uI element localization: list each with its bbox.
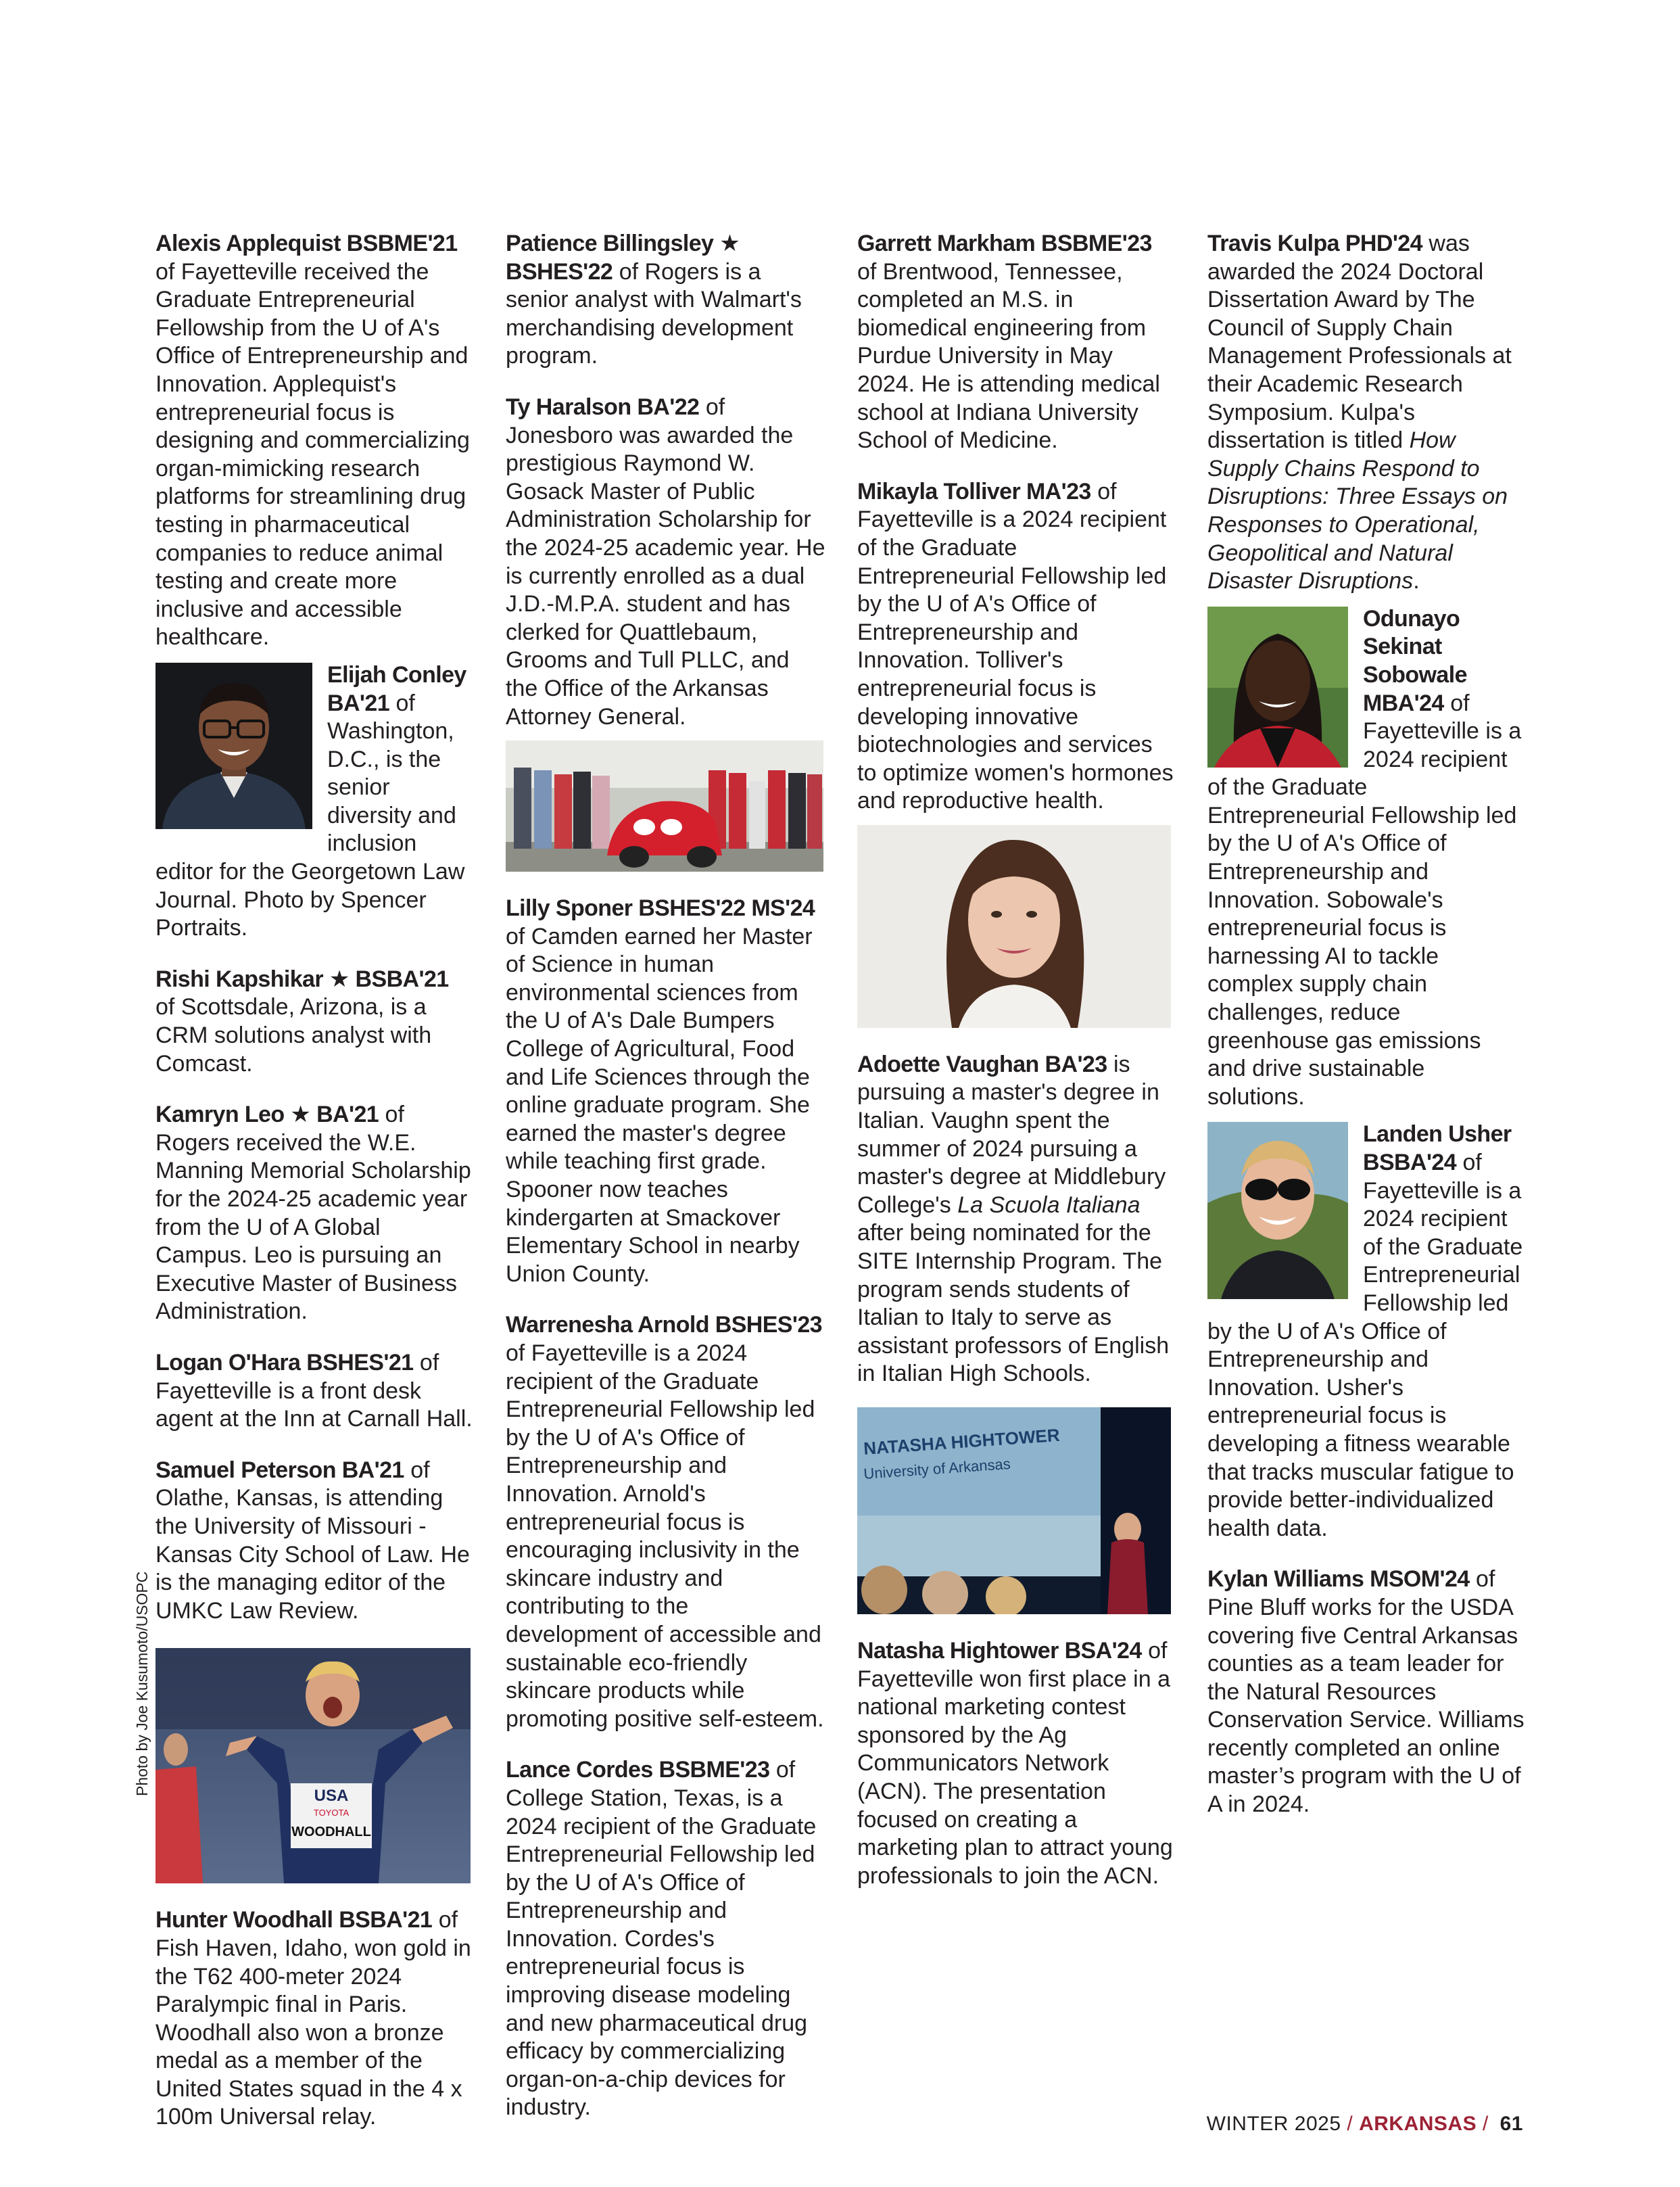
note-text-continued: after being nominated for the SITE Internship Program. The program sends students of Italian to Italy to serve as assistant professors of English in Italian High Schools.: [857, 1220, 1170, 1387]
note-sobowale: [1207, 605, 1525, 1112]
note-name: Lance Cordes BSBME'23: [506, 1757, 770, 1783]
note-name: Kylan Williams MSOM'24: [1207, 1566, 1470, 1593]
issue-season: WINTER 2025: [1206, 2113, 1341, 2135]
note-haralson: [506, 394, 826, 731]
note-usher: [1207, 1121, 1525, 1543]
note-name: Alexis Applequist BSBME'21: [155, 231, 458, 256]
note-text: of Scottsdale, Arizona, is a CRM solutions analyst with Comcast.: [155, 994, 432, 1077]
note-billingsley: [506, 230, 826, 371]
note-williams: [1207, 1566, 1525, 1818]
folio-separator: /: [1482, 2113, 1489, 2135]
note-text: of Fayetteville won first place in a national marketing contest sponsored by the Ag Communicators Network (ACN). The presentation focused on creating a marketing plan to attract young professionals to join the ACN.: [857, 1638, 1173, 1889]
note-text: was awarded the 2024 Doctoral Dissertation Award by The Council of Supply Chain Management Professionals at their Academic Research Symposium. Kulpa's dissertation is titled: [1207, 231, 1512, 454]
portrait-odunayo-sobowale: [1207, 607, 1348, 768]
note-text: of Brentwood, Tennessee, completed an M.S. in biomedical engineering from Purdue University in May 2024. He is attending medical school at Indiana University School of Medicine.: [857, 258, 1160, 454]
note-text: of Fayetteville is a 2024 recipient of the Graduate Entrepreneurial Fellowship led by the U of A's Office of Entrepreneurship and Innovation. Tolliver's entrepreneurial focus is developing innovative biotechnologies and services to optimize women's hormones and reproductive health.: [857, 478, 1174, 814]
bib-sponsor: TOYOTA: [313, 1808, 350, 1818]
screen-subtitle: University of Arkansas: [863, 1455, 1011, 1482]
program-title: La Scuola Italiana: [957, 1192, 1141, 1218]
note-hightower: [857, 1637, 1175, 1890]
note-cordes: [506, 1756, 826, 2122]
note-text: of Jonesboro was awarded the prestigious Raymond W. Gosack Master of Public Administration Scholarship for the 2024-25 academic year. He is currently enrolled as a dual J.D.-M.P.A. student and has clerked for Quattlebaum, Grooms and Tull PLLC, and the Office of the Arkansas Attorney General.: [506, 394, 825, 730]
note-name: Patience Billingsley ★ BSHES'22: [506, 231, 740, 285]
note-text: of Camden earned her Master of Science in human environmental sciences from the U of A's Dale Bumpers College of Agricultural, Food and Life Sciences through the online graduate program. She earned the master's degree while teaching first grade. Spooner now teaches kindergarten at Smackover Elementary School in nearby Union County.: [506, 923, 813, 1287]
page-folio: [1207, 2113, 1523, 2136]
note-conley: [155, 661, 473, 943]
note-text: of Fayetteville received the Graduate Entrepreneurial Fellowship from the U of A's Office of Entrepreneurship and Innovation. Applequist's entrepreneurial focus is designing and commercializing organ-mimicking research platforms for streamlining drug testing in pharmaceutical companies to reduce animal testing and create more inclusive and accessible healthcare.: [155, 258, 470, 651]
note-text: of Fayetteville is a front desk agent at the Inn at Carnall Hall.: [155, 1349, 473, 1432]
note-leo: [155, 1101, 473, 1326]
note-name: Rishi Kapshikar ★ BSBA'21: [155, 966, 449, 992]
note-kulpa: [1207, 230, 1525, 596]
note-ohara: [155, 1349, 473, 1434]
note-name: Travis Kulpa PHD'24: [1207, 231, 1422, 256]
usher-image: [1207, 1122, 1348, 1299]
note-name: Ty Haralson BA'22: [506, 394, 700, 420]
note-text: of Fayetteville is a 2024 recipient of the Graduate Entrepreneurial Fellowship led by the U of A's Office of Entrepreneurship and Innovation. Usher's entrepreneurial focus is developing a fitness wearable that tracks muscular fatigue to provide better-individualized health data.: [1207, 1150, 1523, 1541]
photo-natasha-hightower: [857, 1407, 1171, 1614]
note-name: Odunayo Sekinat Sobowale MBA'24: [1363, 605, 1467, 716]
portrait-landen-usher: [1207, 1122, 1348, 1299]
column-4: [1207, 230, 1525, 1829]
page-number: 61: [1499, 2113, 1523, 2135]
note-woodhall: [155, 1906, 473, 2132]
note-text: of Olathe, Kansas, is attending the University of Missouri - Kansas City School of Law. He is the managing editor of the UMKC Law Review.: [155, 1457, 470, 1624]
note-name: Garrett Markham BSBME'23: [857, 231, 1152, 256]
note-markham: [857, 230, 1175, 455]
photo-hunter-woodhall: [155, 1648, 471, 1883]
note-text: of College Station, Texas, is a 2024 recipient of the Graduate Entrepreneurial Fellowship led by the U of A's Office of Entrepreneurship and Innovation. Cordes's entrepreneurial focus is improving disease modeling and new pharmaceutical drug efficacy by commercializing organ-on-a-chip devices for industry.: [506, 1757, 817, 2121]
folio-separator: /: [1347, 2113, 1353, 2135]
note-name: Landen Usher BSBA'24: [1363, 1121, 1512, 1175]
note-name: Hunter Woodhall BSBA'21: [155, 1907, 433, 1933]
woodhall-image: [155, 1648, 471, 1883]
magazine-name: ARKANSAS: [1359, 2113, 1477, 2135]
dissertation-title: How Supply Chains Respond to Disruptions: Three Essays on Responses to Operational, Geopolitical and Natural Disaster Disruptions: [1207, 427, 1508, 594]
portrait-adoette-vaughan: [857, 825, 1171, 1028]
note-arnold: [506, 1311, 826, 1733]
note-name: Samuel Peterson BA'21: [155, 1457, 404, 1483]
bib-usa: USA: [314, 1787, 349, 1806]
note-text: of Rogers is a senior analyst with Walmart's merchandising development program.: [506, 258, 802, 369]
column-1: [155, 230, 473, 2141]
photo-credit: Photo by Joe Kusumoto/USOPC: [133, 1571, 151, 1796]
photo-group-razorback-car: [506, 740, 823, 872]
note-applequist: [155, 230, 473, 652]
note-name: Adoette Vaughan BA'23: [857, 1051, 1107, 1077]
screen-title: NATASHA HIGHTOWER: [863, 1424, 1061, 1459]
note-text: of Washington, D.C., is the senior diversity and inclusion editor for the Georgetown Law Journal. Photo by Spencer Portraits.: [155, 690, 465, 941]
note-text: of Fish Haven, Idaho, won gold in the T62 400-meter 2024 Paralympic final in Paris. Woodhall also won a bronze medal as a member of the United States squad in the 4 x 100m Universal relay.: [155, 1907, 471, 2130]
note-tolliver: [857, 478, 1175, 816]
note-text: of Fayetteville is a 2024 recipient of the Graduate Entrepreneurial Fellowship led by the U of A's Office of Entrepreneurship and Innovation. Arnold's entrepreneurial focus is encouraging inclusivity in the skincare industry and contributing to the development of accessible and sustainable eco-friendly skincare products while promoting positive self-esteem.: [506, 1340, 824, 1732]
note-kapshikar: [155, 966, 473, 1078]
bib-name: WOODHALL: [291, 1825, 371, 1840]
hightower-image: [857, 1407, 1171, 1614]
vaughan-image: [857, 825, 1171, 1028]
note-text: of Pine Bluff works for the USDA covering five Central Arkansas counties as a team leader for the Natural Resources Conservation Service. Williams recently completed an online master’s program with the U of A in 2024.: [1207, 1566, 1525, 1818]
portrait-image: [155, 663, 312, 829]
note-peterson: [155, 1457, 473, 1626]
note-text: of Rogers received the W.E. Manning Memorial Scholarship for the 2024-25 academic year from the U of A Global Campus. Leo is pursuing an Executive Master of Business Administration.: [155, 1102, 471, 1325]
note-name: Lilly Sponer BSHES'22 MS'24: [506, 895, 815, 922]
note-name: Natasha Hightower BSA'24: [857, 1638, 1142, 1664]
column-2: [506, 230, 826, 2132]
column-3: [857, 230, 1175, 1900]
note-name: Warrenesha Arnold BSHES'23: [506, 1312, 822, 1338]
portrait-elijah-conley: [155, 663, 312, 829]
group-image: [506, 740, 823, 872]
note-name: Elijah Conley BA'21: [327, 661, 466, 716]
note-name: Kamryn Leo ★ BA'21: [155, 1102, 379, 1128]
note-sponer: [506, 895, 826, 1288]
note-name: Mikayla Tolliver MA'23: [857, 478, 1091, 504]
note-text-end: .: [1413, 568, 1420, 594]
note-text: of Fayetteville is a 2024 recipient of the Graduate Entrepreneurial Fellowship led by the U of A's Office of Entrepreneurship and Innovation. Sobowale's entrepreneurial focus is harnessing AI to tackle complex supply chain challenges, reduce greenhouse gas emissions and drive sustainable solutions.: [1207, 690, 1522, 1110]
sobowale-image: [1207, 607, 1348, 768]
note-vaughan: [857, 1051, 1175, 1388]
note-text: is pursuing a master's degree in Italian. Vaughn spent the summer of 2024 pursuing a master's degree at Middlebury College's: [857, 1051, 1166, 1218]
note-name: Logan O'Hara BSHES'21: [155, 1349, 414, 1375]
